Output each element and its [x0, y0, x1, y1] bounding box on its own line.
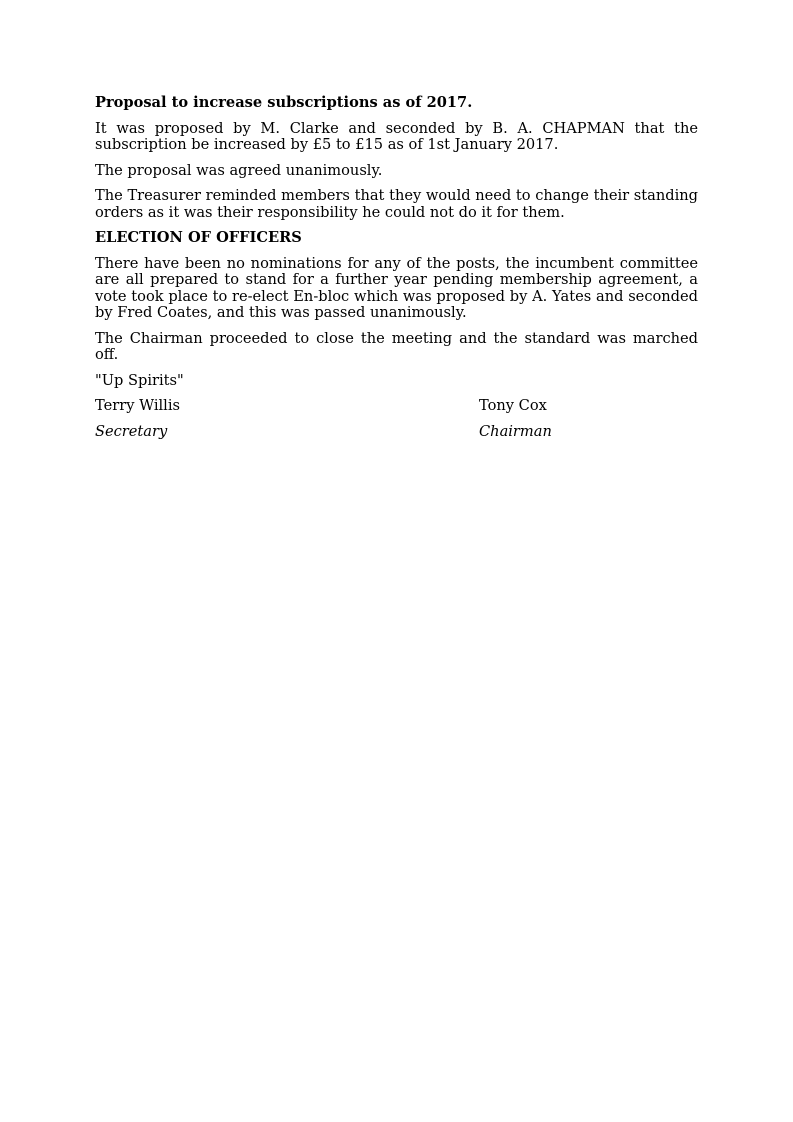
- paragraph-close-meeting: The Chairman proceeded to close the meeting and the standard was marched off.: [95, 329, 698, 363]
- chairman-name: Tony Cox: [479, 397, 547, 414]
- document-page: [95, 95, 698, 449]
- secretary-name: Terry Willis: [95, 397, 180, 414]
- paragraph-election: There have been no nominations for any of the posts, the incumbent committee are all prepared to stand for a further year pending membership agreement, a vote took place to re-elect En-bloc which was proposed by A. Yates and seconded by Fred Coates, and this was passed unanimously.: [95, 254, 698, 321]
- paragraph-agreed: The proposal was agreed unanimously.: [95, 161, 383, 179]
- signature-roles-row: [95, 424, 698, 441]
- section-heading-subscriptions: Proposal to increase subscriptions as of 2017.: [95, 94, 473, 111]
- paragraph-proposal: It was proposed by M. Clarke and seconded by B. A. CHAPMAN that the subscription be increased by £5 to £15 as of 1st January 2017.: [95, 119, 698, 153]
- secretary-role: Secretary: [95, 422, 168, 440]
- paragraph-up-spirits: "Up Spirits": [95, 371, 184, 389]
- signature-names-row: [95, 398, 698, 415]
- section-heading-election: ELECTION OF OFFICERS: [95, 229, 302, 246]
- paragraph-treasurer: The Treasurer reminded members that they would need to change their standing orders as it was their responsibility he could not do it for them.: [95, 187, 698, 221]
- chairman-role: Chairman: [479, 422, 552, 440]
